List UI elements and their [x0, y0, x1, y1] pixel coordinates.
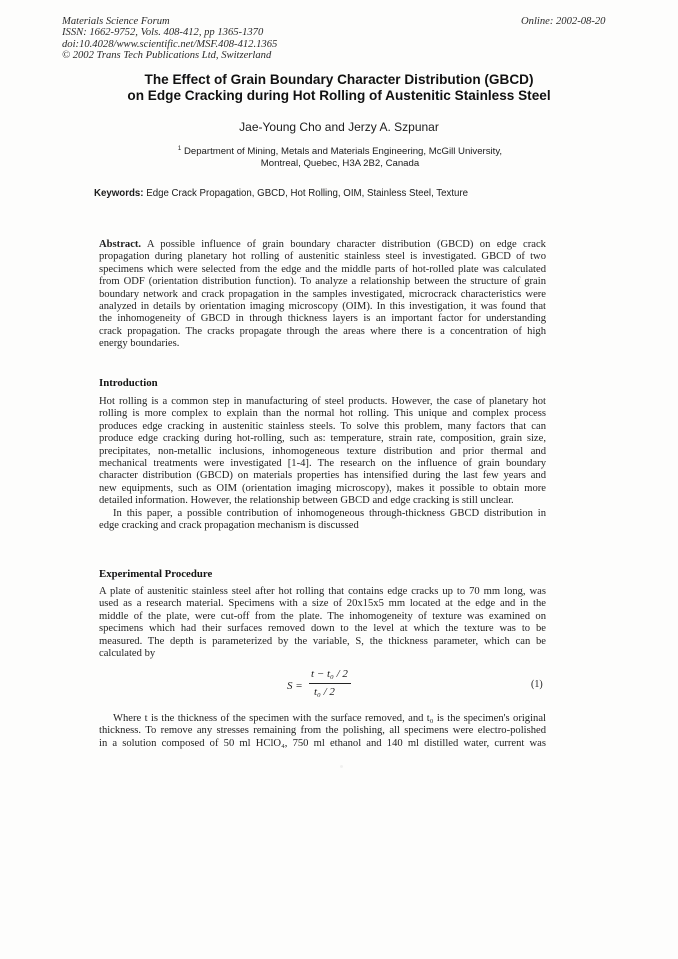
abstract-line: crack propagation. The cracks propagate through the areas where there is a concentration of high: [99, 325, 546, 337]
equation-number: (1): [531, 679, 543, 690]
journal-header: [62, 16, 277, 62]
fraction-bar: [309, 683, 351, 684]
abstract-line: specimens which were selected from the edge and the middle parts of hot-rolled plate was calculated: [99, 263, 546, 275]
experimental-heading: Experimental Procedure: [99, 568, 213, 580]
experimental-line: used as a research material. Specimens with a size of 20x15x5 mm located at the edge and in the: [99, 598, 546, 610]
affiliation: [120, 143, 560, 170]
doi-line: doi:10.4028/www.scientific.net/MSF.408-412.1365: [62, 38, 278, 50]
intro-line: In this paper, a possible contribution of inhomogeneous through-thickness GBCD distribution in: [113, 507, 546, 519]
abstract-line: the inhomogeneity of GBCD in through thickness layers is an important factor for understanding: [99, 313, 546, 325]
author-list: Jae-Young Cho and Jerzy A. Szpunar: [239, 120, 439, 134]
abstract-label: Abstract.: [99, 239, 142, 250]
intro-line: mechanical treatments were investigated [1-4]. The research on the influence of grain boundary: [99, 458, 546, 470]
experimental-block: [99, 586, 546, 660]
intro-line: produces edge cracking in austenitic stainless steels. To solve this problem, many factors that can: [99, 420, 546, 432]
intro-line: detailed information. However, the relationship between GBCD and edge cracking is still unclear.: [99, 495, 514, 507]
equation-numerator: t − t₀ / 2: [311, 668, 348, 680]
intro-line: character distribution (GBCD) on materials properties has intensified during the last few years and: [99, 470, 546, 482]
abstract-line-text: A possible influence of grain boundary character distribution (GBCD) on edge crack: [146, 239, 546, 250]
intro-line: precipitates, non-metallic inclusions, inhomogeneous texture distribution and prior thermal and: [99, 445, 546, 457]
intro-line: Hot rolling is a common step in manufacturing of steel products. However, the case of planetary hot: [99, 396, 546, 407]
introduction-block: [99, 396, 546, 532]
intro-line: new equipments, such as OIM (orientation imaging microscopy), makes it possible to obtain more: [99, 482, 546, 494]
equation-1: [283, 668, 353, 706]
keywords-text: Edge Crack Propagation, GBCD, Hot Rolling, OIM, Stainless Steel, Texture: [146, 188, 469, 199]
abstract-block: [99, 239, 546, 351]
equation-lhs: S =: [287, 680, 303, 692]
experimental-block-2: [99, 713, 546, 750]
paper-title: [0, 72, 678, 104]
affiliation-line-2: Montreal, Quebec, H3A 2B2, Canada: [260, 158, 420, 170]
scan-speck: [340, 765, 343, 768]
abstract-line: from ODF (orientation distribution function). To analyze a relationship between the structure of grain: [99, 276, 546, 288]
affiliation-marker: 1: [177, 146, 182, 152]
experimental-line: thickness. To remove any stresses remaining from the polishing, all specimens were electro-polished: [99, 725, 546, 737]
experimental-line: specimens which had their surfaces removed down to the level at which the texture was to be: [99, 623, 546, 635]
copyright-line: © 2002 Trans Tech Publications Ltd, Switzerland: [62, 50, 272, 62]
title-line-1: The Effect of Grain Boundary Character Distribution (GBCD): [144, 72, 534, 87]
abstract-line: [99, 239, 546, 251]
intro-line: produce edge cracking during hot-rolling, such as: temperature, strain rate, composition, grain size,: [99, 433, 546, 445]
abstract-line: boundary network and crack propagation in the samples investigated, microcrack characteristics were: [99, 288, 546, 300]
affiliation-line-1: Department of Mining, Metals and Materials Engineering, McGill University,: [183, 146, 503, 158]
experimental-line: middle of the plate, were cut-off from the plate. The inhomogeneity of texture was examined on: [99, 610, 546, 622]
equation-denominator: t₀ / 2: [314, 686, 335, 698]
issn-line: ISSN: 1662-9752, Vols. 408-412, pp 1365-1370: [62, 27, 264, 39]
experimental-line: Where t is the thickness of the specimen with the surface removed, and t₀ is the specimen's original: [113, 713, 546, 724]
title-line-2: on Edge Cracking during Hot Rolling of Austenitic Stainless Steel: [127, 88, 551, 103]
experimental-line: in a solution composed of 50 ml HClO₄, 750 ml ethanol and 140 ml distilled water, current was: [99, 737, 546, 749]
online-date: Online: 2002-08-20: [521, 16, 606, 27]
introduction-heading: Introduction: [99, 377, 158, 389]
intro-line: rolling is more complex to explain than the normal hot rolling. This unique and complex process: [99, 408, 546, 420]
experimental-line: calculated by: [99, 648, 156, 660]
abstract-line: energy boundaries.: [99, 338, 180, 350]
experimental-line: measured. The depth is parameterized by the variable, S, the thickness parameter, which can be: [99, 635, 546, 647]
keywords-label: Keywords:: [94, 188, 144, 199]
keywords: [94, 188, 468, 199]
abstract-line: propagation during planetary hot rolling of austenitic stainless steel is investigated. GBCD of two: [99, 251, 546, 263]
experimental-line: A plate of austenitic stainless steel after hot rolling that contains edge cracks up to 70 mm long, was: [99, 586, 546, 597]
journal-name: Materials Science Forum: [62, 16, 170, 27]
intro-line: edge cracking and crack propagation mechanism is discussed: [99, 520, 359, 532]
abstract-line: analyzed in details by orientation imaging microscopy (OIM). In this investigation, it was found that: [99, 301, 546, 313]
